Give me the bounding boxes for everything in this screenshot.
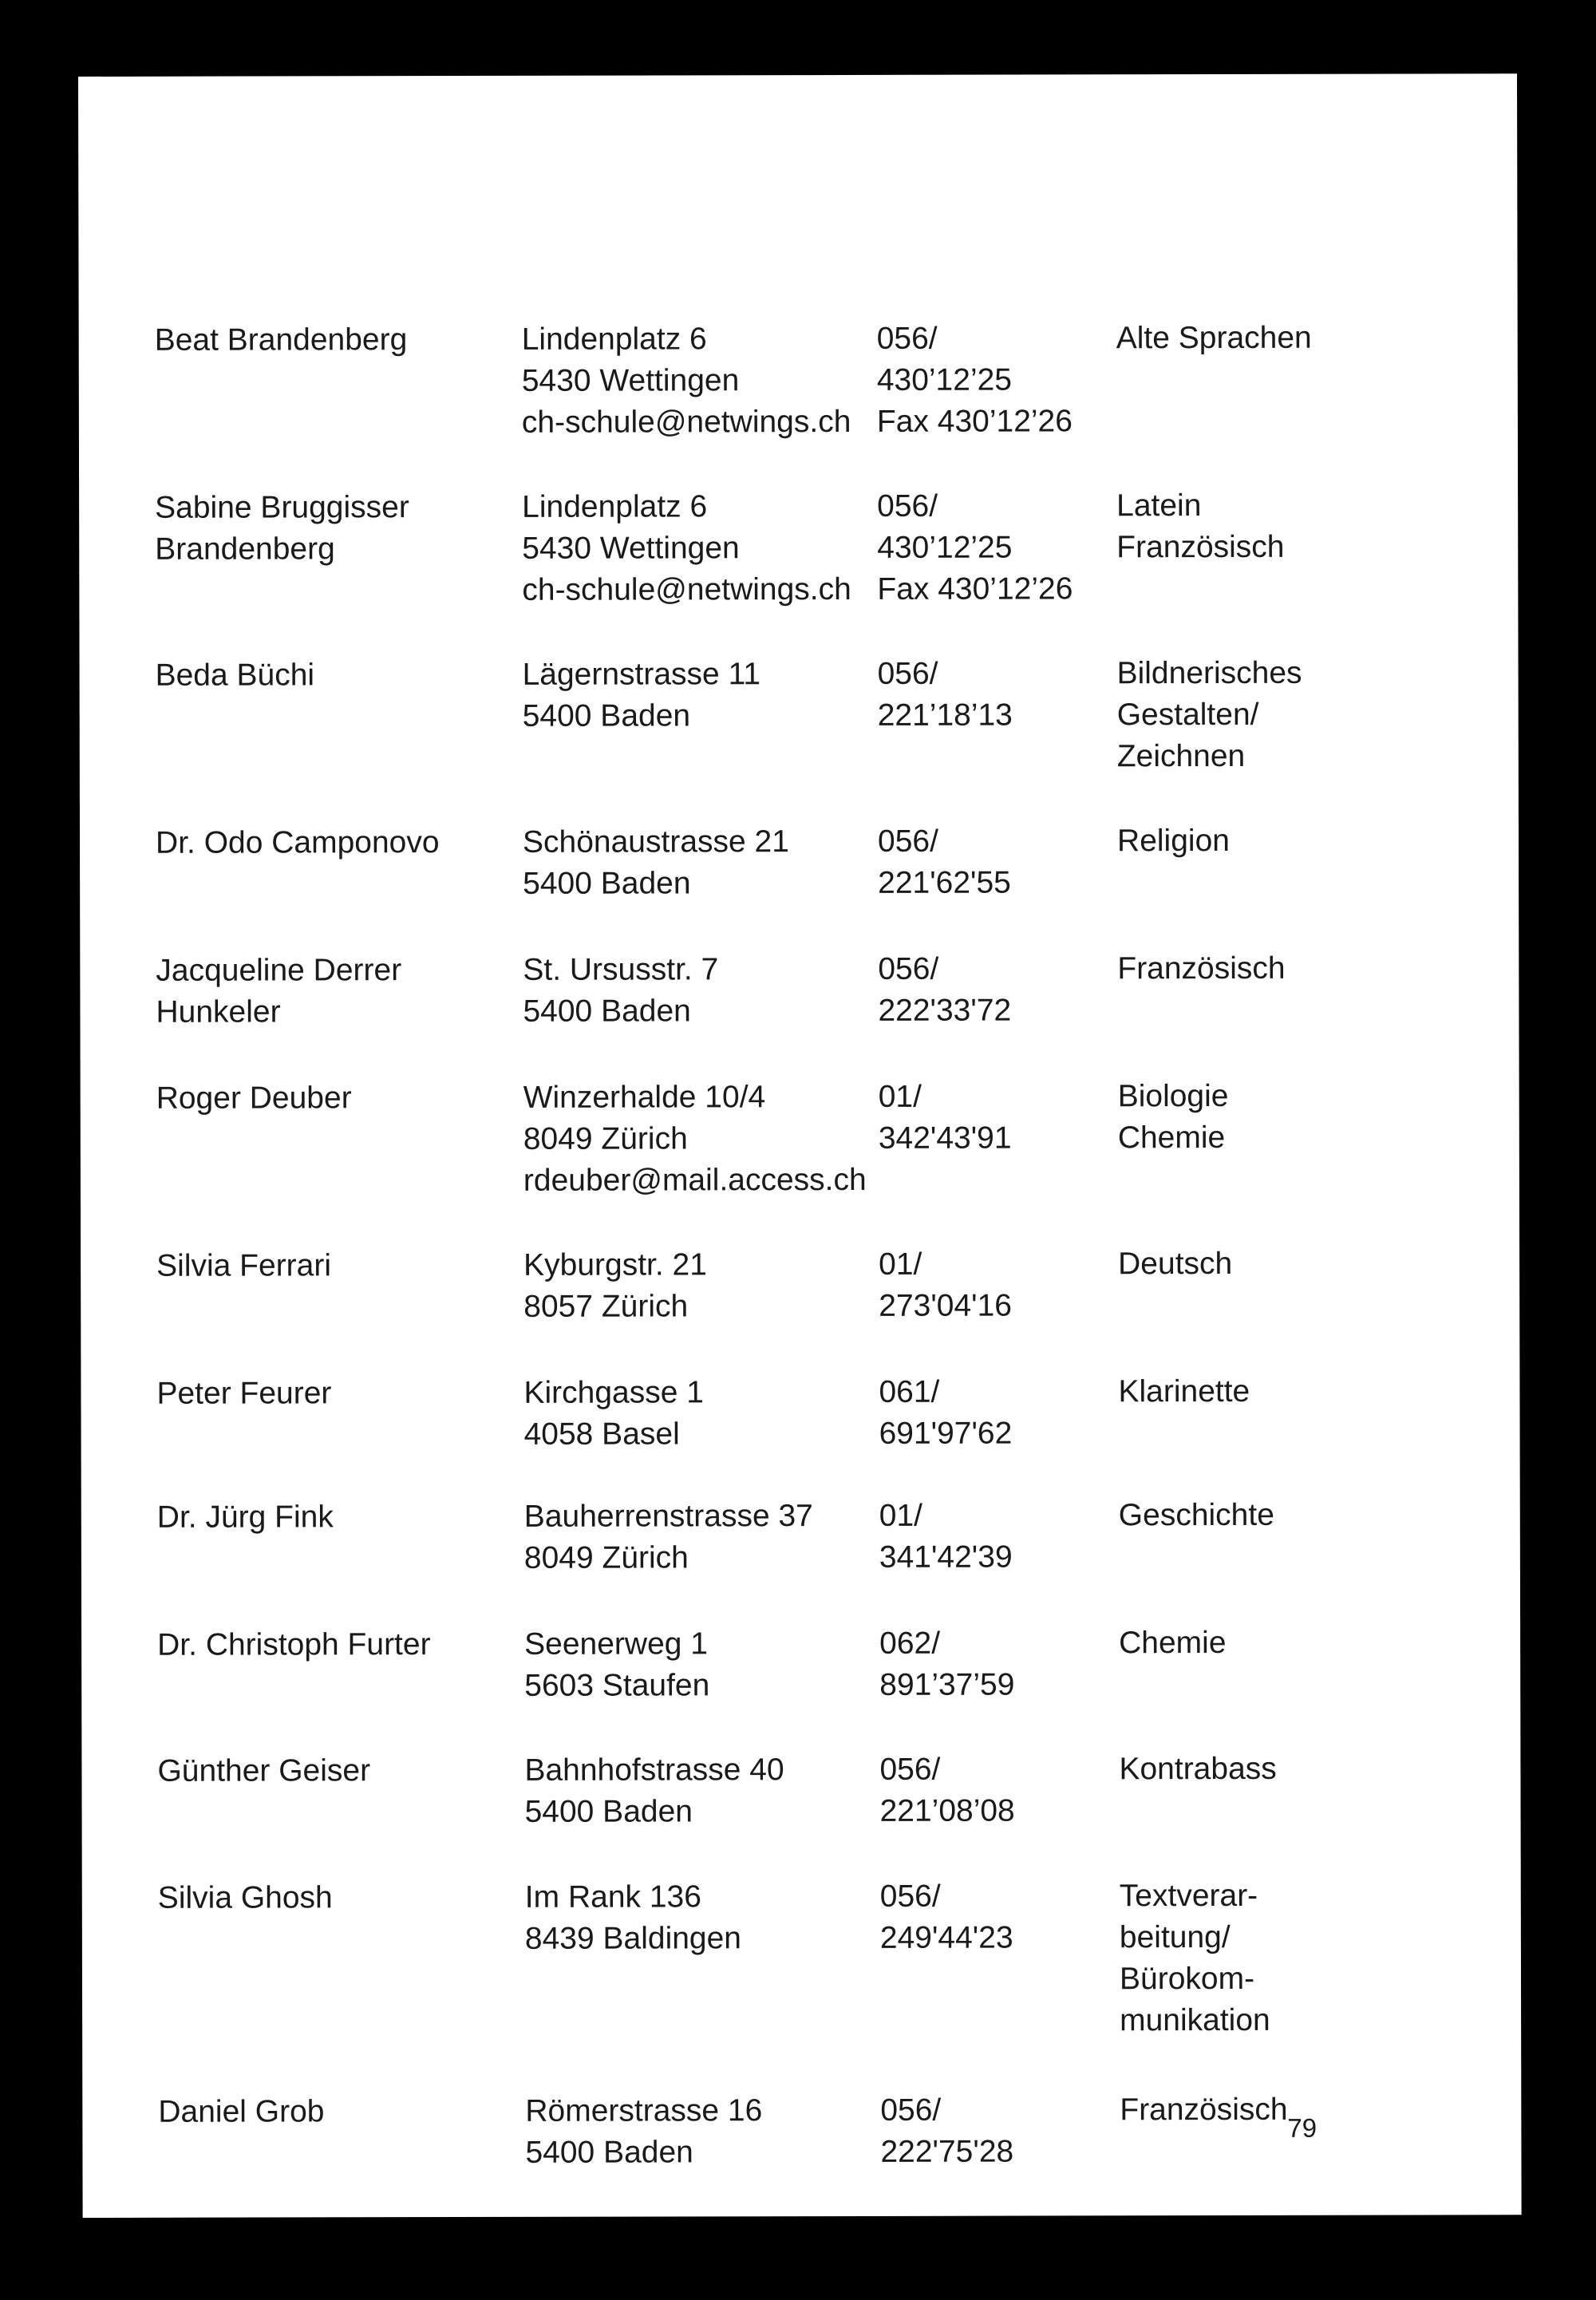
entry-address-line: Bahnhofstrasse 40 xyxy=(524,1753,784,1788)
entry-subject-line: Klarinette xyxy=(1118,1373,1250,1409)
entry-address-line: Winzerhalde 10/4 xyxy=(523,1080,766,1115)
entry-address xyxy=(523,1372,891,1456)
entry-subject-line: Bürokom- xyxy=(1119,1961,1255,1997)
entry-phone-line: 221’08’08 xyxy=(879,1793,1015,1828)
entry-phone-line: 056/ xyxy=(878,951,939,986)
entry-subject xyxy=(1116,317,1452,359)
entry-phone xyxy=(877,318,1132,443)
entry-subject xyxy=(1119,1622,1454,1664)
entry-name xyxy=(155,319,506,362)
entry-subject-line: Chemie xyxy=(1117,1120,1226,1156)
entry-phone-line: 056/ xyxy=(879,1879,941,1914)
directory-entry xyxy=(81,1243,1519,1324)
entry-name-line: Daniel Grob xyxy=(158,2094,325,2129)
entry-name-line: Brandenberg xyxy=(155,532,335,567)
entry-address xyxy=(523,654,890,737)
directory-entry xyxy=(81,1075,1519,1198)
entry-subject-line: Kontrabass xyxy=(1119,1751,1277,1787)
entry-subject-line: Bildnerisches xyxy=(1116,655,1302,691)
document-page xyxy=(78,73,1522,2218)
entry-name-line: Günther Geiser xyxy=(157,1753,371,1788)
entry-subject-line: Biologie xyxy=(1117,1078,1229,1114)
entry-phone-line: Fax 430’12’26 xyxy=(876,404,1073,439)
entry-subject xyxy=(1118,1075,1453,1159)
entry-name xyxy=(156,654,507,697)
entry-subject-line: Zeichnen xyxy=(1116,738,1246,774)
entry-phone xyxy=(878,948,1133,1032)
entry-address-line: Bauherrenstrasse 37 xyxy=(523,1499,813,1534)
entry-address-line: Kyburgstr. 21 xyxy=(523,1247,707,1282)
entry-name xyxy=(156,950,507,1033)
entry-name xyxy=(157,1624,508,1666)
entry-address-line: 4058 Basel xyxy=(523,1417,680,1452)
entry-address-line: 5430 Wettingen xyxy=(521,363,740,398)
entry-subject-line: munikation xyxy=(1120,2002,1270,2038)
entry-phone-line: 891’37’59 xyxy=(879,1667,1015,1702)
entry-subject xyxy=(1119,1494,1454,1536)
entry-name xyxy=(157,1750,508,1792)
entry-phone-line: 430’12’25 xyxy=(876,362,1013,397)
entry-address-line: 5430 Wettingen xyxy=(522,531,740,566)
entry-phone xyxy=(878,820,1133,904)
entry-phone-line: Fax 430’12’26 xyxy=(877,571,1073,607)
entry-subject-line: Religion xyxy=(1116,823,1230,859)
entry-name-line: Roger Deuber xyxy=(156,1081,352,1116)
directory-entry xyxy=(80,652,1519,774)
entry-name xyxy=(156,822,507,864)
entry-address-line: Schönaustrasse 21 xyxy=(522,824,789,860)
entry-address-line: 5603 Staufen xyxy=(524,1668,710,1703)
entry-address xyxy=(524,1749,891,1833)
directory-entry xyxy=(82,1875,1521,2038)
entry-subject xyxy=(1120,1875,1455,2041)
entry-subject-line: Alte Sprachen xyxy=(1116,320,1312,356)
entry-phone-line: 222'75'28 xyxy=(880,2134,1014,2169)
entry-address-line: Lindenplatz 6 xyxy=(521,322,707,357)
entry-phone-line: 056/ xyxy=(879,1752,941,1787)
entry-phone xyxy=(879,1495,1135,1579)
entry-name-line: Peter Feurer xyxy=(156,1376,332,1411)
entry-name-line: Jacqueline Derrer xyxy=(156,953,402,988)
entry-name-line: Beda Büchi xyxy=(155,658,315,693)
entry-name-line: Hunkeler xyxy=(156,994,281,1029)
entry-address-line: 5400 Baden xyxy=(524,1794,693,1829)
entry-name-line: Beat Brandenberg xyxy=(154,322,408,358)
entry-subject xyxy=(1118,1370,1453,1413)
directory-entry xyxy=(80,820,1519,901)
entry-address-line: ch-schule@netwings.ch xyxy=(522,571,851,607)
entry-address xyxy=(525,2090,892,2174)
entry-address-line: Lägernstrasse 11 xyxy=(522,657,761,692)
directory-entry xyxy=(81,1494,1520,1575)
entry-phone-line: 221'62'55 xyxy=(878,865,1011,900)
entry-phone-line: 249'44'23 xyxy=(879,1920,1013,1955)
entry-subject xyxy=(1117,947,1452,990)
entry-address-line: 8439 Baldingen xyxy=(524,1921,742,1956)
entry-phone-line: 056/ xyxy=(876,321,938,356)
entry-address-line: Kirchgasse 1 xyxy=(523,1375,704,1410)
entry-subject-line: Gestalten/ xyxy=(1116,697,1259,733)
entry-subject xyxy=(1117,652,1452,777)
entry-address-line: Lindenplatz 6 xyxy=(522,489,708,524)
entry-address xyxy=(523,949,890,1033)
entry-name xyxy=(155,487,506,571)
entry-phone-line: 273'04'16 xyxy=(879,1288,1013,1323)
page-number: 79 xyxy=(1287,2112,1317,2143)
entry-name-line: Silvia Ferrari xyxy=(156,1248,332,1283)
entry-phone-line: 01/ xyxy=(879,1498,923,1533)
directory-entry xyxy=(80,947,1519,1029)
entry-phone-line: 01/ xyxy=(879,1247,922,1282)
entry-name-line: Sabine Bruggisser xyxy=(155,490,409,525)
entry-address-line: 5400 Baden xyxy=(522,698,691,733)
entry-address-line: Römerstrasse 16 xyxy=(525,2093,763,2128)
entry-address-line: 8049 Zürich xyxy=(523,1540,689,1575)
entry-phone-line: 062/ xyxy=(879,1626,941,1661)
entry-name xyxy=(157,1496,508,1539)
entry-phone-line: 341'42'39 xyxy=(879,1539,1013,1575)
entry-subject-line: Französisch xyxy=(1116,529,1285,565)
entry-address xyxy=(523,1077,891,1202)
entry-phone-line: 056/ xyxy=(880,2093,942,2128)
directory-entry xyxy=(79,484,1518,607)
entry-address-line: 5400 Baden xyxy=(523,994,691,1029)
directory-entry xyxy=(81,1622,1520,1703)
directory-entry xyxy=(81,1748,1520,1829)
entry-address-line: St. Ursusstr. 7 xyxy=(523,952,719,987)
entry-phone-line: 691'97'62 xyxy=(879,1416,1013,1451)
entry-phone-line: 222'33'72 xyxy=(878,993,1012,1028)
entry-phone xyxy=(877,485,1132,611)
entry-phone xyxy=(879,1243,1134,1327)
entry-subject-line: Geschichte xyxy=(1118,1497,1274,1533)
entry-phone xyxy=(878,653,1133,737)
entry-phone-line: 061/ xyxy=(879,1374,940,1409)
entry-address-line: 5400 Baden xyxy=(523,866,691,901)
entry-name xyxy=(158,2091,509,2133)
entry-phone-line: 430’12’25 xyxy=(877,530,1013,565)
entry-subject-line: Latein xyxy=(1116,488,1202,524)
entry-name-line: Dr. Odo Camponovo xyxy=(155,825,440,860)
entry-phone-line: 221’18’13 xyxy=(877,698,1013,733)
entry-subject xyxy=(1118,1243,1453,1285)
entry-subject-line: Chemie xyxy=(1119,1625,1227,1661)
entry-phone-line: 056/ xyxy=(877,656,938,691)
directory-entry xyxy=(79,317,1518,440)
entry-name-line: Dr. Christoph Furter xyxy=(157,1627,431,1662)
address-directory xyxy=(78,73,1522,2218)
entry-name-line: Silvia Ghosh xyxy=(157,1880,333,1915)
entry-address xyxy=(522,318,889,444)
entry-address-line: 8049 Zürich xyxy=(523,1121,688,1156)
entry-phone xyxy=(879,1371,1134,1455)
entry-phone-line: 342'43'91 xyxy=(878,1120,1012,1156)
entry-phone xyxy=(879,1622,1135,1706)
entry-address-line: Seenerweg 1 xyxy=(524,1626,709,1662)
entry-subject xyxy=(1117,820,1452,862)
entry-name xyxy=(156,1245,508,1287)
entry-address xyxy=(523,1244,891,1328)
entry-phone-line: 056/ xyxy=(877,488,938,524)
entry-subject-line: Französisch xyxy=(1117,950,1286,986)
entry-subject-line: beitung/ xyxy=(1119,1919,1231,1955)
entry-name xyxy=(156,1077,508,1120)
entry-address-line: rdeuber@mail.access.ch xyxy=(523,1162,867,1198)
entry-address-line: 5400 Baden xyxy=(525,2135,693,2170)
entry-address xyxy=(525,1876,892,1960)
entry-name xyxy=(156,1373,508,1415)
entry-subject-line: Französisch xyxy=(1120,2092,1288,2128)
entry-name xyxy=(158,1877,509,1919)
entry-address xyxy=(522,486,889,611)
entry-address xyxy=(524,1496,891,1579)
entry-phone-line: 056/ xyxy=(877,824,938,859)
entry-phone xyxy=(880,2089,1136,2173)
entry-address-line: ch-schule@netwings.ch xyxy=(521,404,851,440)
directory-entry xyxy=(81,1370,1519,1452)
entry-address xyxy=(524,1623,891,1707)
entry-subject xyxy=(1119,1748,1454,1790)
entry-address-line: 8057 Zürich xyxy=(523,1289,689,1324)
entry-phone xyxy=(879,1749,1135,1832)
entry-subject-line: Deutsch xyxy=(1118,1246,1233,1282)
entry-address-line: Im Rank 136 xyxy=(524,1879,701,1915)
entry-address xyxy=(523,821,890,905)
entry-name-line: Dr. Jürg Fink xyxy=(156,1500,334,1535)
entry-phone xyxy=(880,1875,1136,1959)
entry-phone-line: 01/ xyxy=(878,1079,922,1114)
entry-subject-line: Textverar- xyxy=(1119,1878,1258,1914)
entry-subject xyxy=(1116,484,1452,568)
entry-phone xyxy=(879,1076,1134,1160)
